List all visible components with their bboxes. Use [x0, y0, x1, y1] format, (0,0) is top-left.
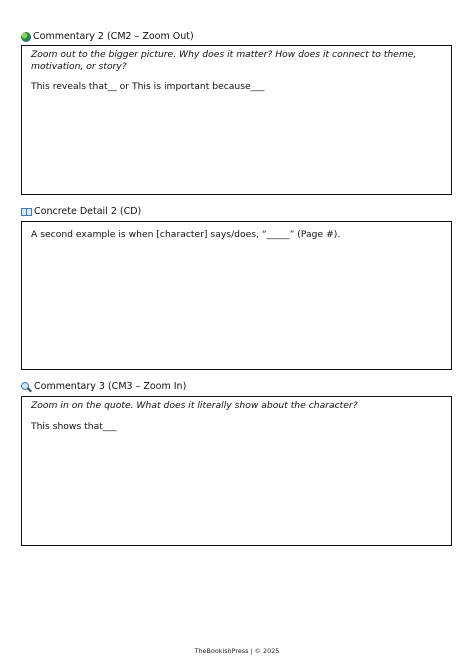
page-footer: TheBookishPress | © 2025	[194, 647, 280, 655]
section-title: Concrete Detail 2 (CD)	[34, 206, 142, 217]
answer-box-concrete-detail-2[interactable]	[21, 221, 452, 370]
sentence-starter: This reveals that__ or This is important because___	[31, 81, 265, 92]
answer-box-commentary-2[interactable]	[21, 45, 452, 195]
section-heading-commentary-2	[21, 31, 194, 43]
prompt-text: Zoom in on the quote. What does it literally show about the character?	[31, 400, 358, 411]
section-title: Commentary 3 (CM3 – Zoom In)	[34, 381, 187, 392]
globe-icon	[21, 32, 31, 42]
magnifying-glass-icon	[21, 382, 32, 393]
section-title: Commentary 2 (CM2 – Zoom Out)	[33, 31, 194, 42]
section-heading-concrete-detail-2	[21, 206, 141, 218]
sentence-starter: This shows that___	[31, 420, 117, 432]
section-heading-commentary-3	[21, 381, 186, 393]
answer-box-commentary-3[interactable]	[21, 396, 452, 546]
book-icon	[21, 208, 32, 216]
sentence-frame: A second example is when [character] says/does, “_____” (Page #).	[31, 229, 341, 240]
prompt-text: Zoom out to the bigger picture. Why does it matter? How does it connect to theme, motivation, or story?	[31, 49, 417, 72]
